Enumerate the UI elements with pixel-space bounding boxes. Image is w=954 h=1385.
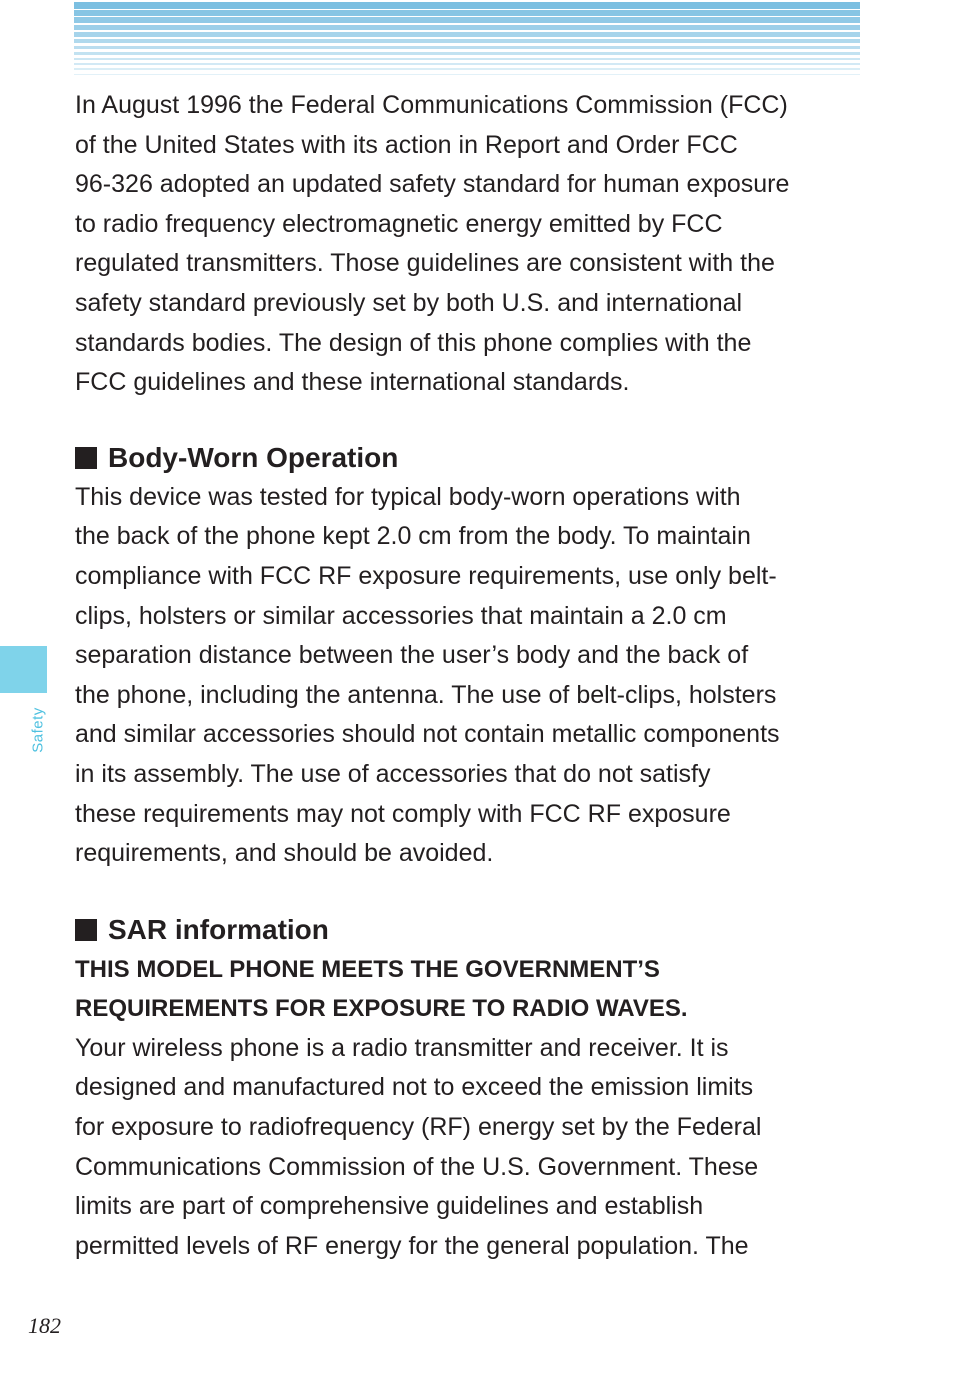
- bullet-square-icon: [75, 919, 97, 941]
- sar-heading: [75, 910, 865, 950]
- sar-paragraph: Your wireless phone is a radio transmitter and receiver. It is designed and manufactured not to exceed the emission limits for exposure to radiofrequency (RF) energy set by the Federal Communications Commission of the U.S. Government. These limits are part of comprehensive guidelines and establish permitted levels of RF energy for the general population. The: [75, 1033, 762, 1260]
- sar-title: SAR information: [108, 913, 329, 945]
- intro-paragraph: In August 1996 the Federal Communications Commission (FCC) of the United States with its action in Report and Order FCC 96-326 adopted an updated safety standard for human exposure to radio frequency electromagnetic energy emitted by FCC regulated transmitters. Those guidelines are consistent with the safety standard previously set by both U.S. and international standards bodies. The design of this phone complies with the FCC guidelines and these international standards.: [75, 91, 790, 397]
- section-label: Safety: [29, 707, 47, 753]
- page-content: [75, 86, 865, 1266]
- header-stripe-gap: [74, 75, 860, 76]
- header-stripe: [74, 2, 860, 9]
- body-worn-title: Body-Worn Operation: [108, 441, 399, 473]
- page-number: 182: [28, 1313, 61, 1338]
- body-worn-heading: [75, 438, 865, 478]
- header-stripe-band: [74, 2, 860, 76]
- bullet-square-icon: [75, 447, 97, 469]
- body-worn-paragraph: This device was tested for typical body-worn operations with the back of the phone kept 2.0 cm from the body. To maintain compliance with FCC RF exposure requirements, use only belt- clips, holsters or similar accessories that maintain a 2.0 cm separation distance between the user’s body and the back of the phone, including the antenna. The use of belt-clips, holsters and similar accessories should not contain metallic components in its assembly. The use of accessories that do not satisfy these requirements may not comply with FCC RF exposure requirements, and should be avoided.: [75, 482, 780, 868]
- section-tab: [0, 646, 47, 693]
- sar-notice: THIS MODEL PHONE MEETS THE GOVERNMENT’S REQUIREMENTS FOR EXPOSURE TO RADIO WAVES.: [75, 955, 688, 1023]
